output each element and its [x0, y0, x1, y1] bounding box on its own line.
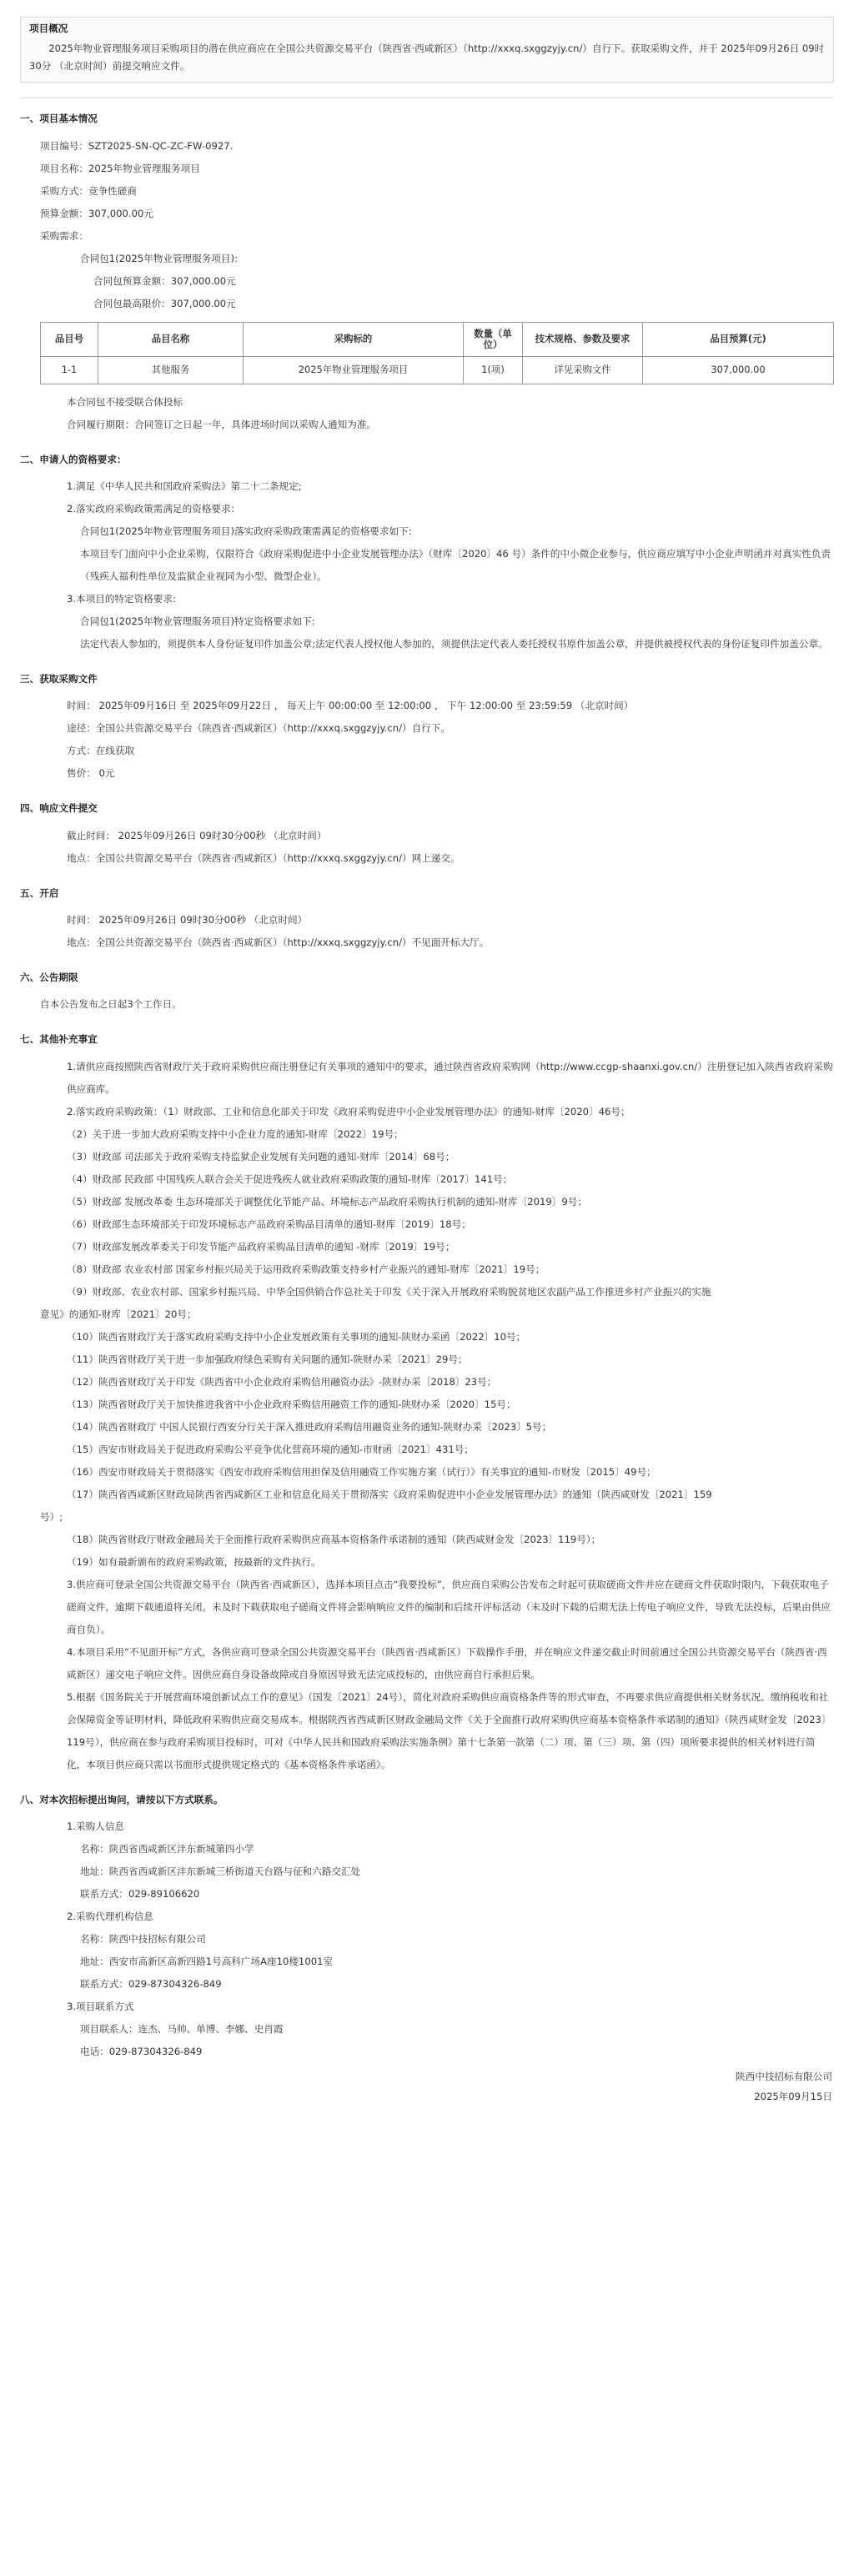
table-cell: 其他服务	[98, 356, 244, 384]
get-docs-price: 售价： 0元	[67, 767, 115, 780]
project-name: 项目名称：2025年物业管理服务项目	[40, 162, 200, 174]
other-paragraph: 3.供应商可登录全国公共资源交易平台（陕西省·西咸新区），选择本项目点击“我要投标”，供应商自采购公告发布之时起可获取磋商文件并应在磋商文件获取时限内，下载获取电子磋商文件，逾期下载通道将关闭。未及时下载获取电子磋商文件将会影响响应文件的编制和后续开评标活动（未及时下载的后期无法上传电子响应文件，导致无法投标，后果由供应商自负）。	[67, 1578, 831, 1635]
policy-item: （15）西安市财政局关于促进政府采购公平竞争优化营商环境的通知-市财函〔2021〕431号；	[67, 1443, 474, 1455]
column-header: 品目预算(元)	[643, 322, 834, 356]
section-title: 八、对本次招标提出询问，请按以下方式联系。	[20, 1793, 224, 1805]
get-docs-place: 途径：全国公共资源交易平台（陕西省·西咸新区）（http://xxxq.sxggzyjy.cn/）自行下。	[67, 722, 450, 735]
overview-title: 项目概况	[29, 23, 68, 34]
policy-item: 意见》的通知-财库〔2021〕20号；	[40, 1308, 197, 1320]
no-consortium-note: 本合同包不接受联合体投标	[67, 395, 183, 408]
policy-item: （11）陕西省财政厅关于进一步加强政府绿色采购有关问题的通知-陕财办采〔2021〕29号；	[67, 1353, 468, 1365]
lot-title: 合同包1(2025年物业管理服务项目):	[80, 252, 238, 264]
signature-block	[20, 2066, 834, 2106]
policy-item: （4）财政部 民政部 中国残疾人联合会关于促进残疾人就业政府采购政策的通知-财库〔2017〕141号；	[67, 1173, 513, 1185]
contact-heading: 2.采购代理机构信息	[67, 1910, 153, 1922]
section-basic-info	[20, 113, 834, 435]
contract-term: 合同履行期限：合同签订之日起一年，具体进场时间以采购人通知为准。	[67, 418, 377, 430]
policy-item: （2）关于进一步加大政府采购支持中小企业力度的通知-财库〔2022〕19号；	[67, 1127, 404, 1140]
agency-phone: 联系方式：029-87304326-849	[80, 1977, 222, 1990]
agency-name: 名称：陕西中技招标有限公司	[80, 1932, 206, 1945]
opening-place: 地点：全国公共资源交易平台（陕西省·西咸新区）（http://xxxq.sxggzyjy.cn/）不见面开标大厅。	[67, 936, 490, 948]
policy-item: （10）陕西省财政厅关于落实政府采购支持中小企业发展政策有关事项的通知-陕财办采函〔2022〕10号；	[67, 1330, 526, 1343]
procurement-need: 采购需求：	[40, 229, 88, 242]
lot-max-price: 合同包最高限价：307,000.00元	[93, 297, 236, 309]
table-cell: 1(项)	[464, 356, 523, 384]
project-number: 项目编号：SZT2025-SN-QC-ZC-FW-0927.	[40, 139, 234, 152]
section-title: 七、其他补充事宜	[20, 1033, 98, 1046]
column-header: 技术规格、参数及要求	[523, 322, 643, 356]
policy-item: （5）财政部 发展改革委 生态环境部关于调整优化节能产品、环境标志产品政府采购执行机制的通知-财库〔2019〕9号；	[67, 1195, 587, 1208]
purchaser-name: 名称：陕西省西咸新区沣东新城第四小学	[80, 1842, 254, 1855]
get-docs-way: 方式：在线获取	[67, 745, 135, 757]
section-qualification	[20, 454, 834, 655]
other-paragraph: 5.根据《国务院关于开展营商环境创新试点工作的意见》（国发〔2021〕24号），简化对政府采购供应商资格条件等的形式审查，不再要求供应商提供相关财务状况、缴纳税收和社会保障资金等证明材料，降低政府采购供应商交易成本。根据陕西省西咸新区财政金融局文件《关于全面推行政府采购供应商基本资格条件承诺制的通知》（陕西咸财金发〔2023〕119号），供应商在参与政府采购项目投标时，可对《中华人民共和国政府采购法实施条例》第十七条第一款第（二）项、第（三）项、第（四）项所要求提供的相关材料进行简化，本项目供应商只需以书面形式提供规定格式的《基本资格条件承诺函》。	[67, 1690, 831, 1770]
items-table	[40, 322, 834, 384]
section-submission	[20, 803, 834, 869]
opening-time: 时间： 2025年09月26日 09时30分00秒 （北京时间）	[67, 913, 308, 926]
submission-place: 地点：全国公共资源交易平台（陕西省·西咸新区）（http://xxxq.sxggzyjy.cn/）网上递交。	[67, 851, 460, 864]
other-paragraph: 1.请供应商按照陕西省财政厅关于政府采购供应商注册登记有关事项的通知中的要求，通过陕西省政府采购网（http://www.ccgp-shaanxi.gov.cn/）注册登记加入陕西省政府采购供应商库。	[67, 1060, 833, 1095]
policy-item: （6）财政部生态环境部关于印发环境标志产品政府采购品目清单的通知-财库〔2019〕18号；	[67, 1218, 471, 1230]
section-title: 二、申请人的资格要求：	[20, 453, 127, 465]
section-title: 四、响应文件提交	[20, 802, 98, 815]
agency-address: 地址：西安市高新区高新四路1号高科广场A座10楼1001室	[80, 1955, 334, 1967]
overview-text: 2025年物业管理服务项目采购项目的潜在供应商应在全国公共资源交易平台（陕西省·西咸新区）（http://xxxq.sxggzyjy.cn/）自行下。获取采购文件，并于 2025年09月26日 09时30分 （北京时间）前提交响应文件。	[29, 43, 825, 73]
column-header: 采购标的	[244, 322, 464, 356]
notice-period-text: 自本公告发布之日起3个工作日。	[40, 998, 182, 1011]
contact-heading: 3.项目联系方式	[67, 2000, 134, 2012]
section-get-documents	[20, 674, 834, 785]
policy-item: （19）如有最新颁布的政府采购政策，按最新的文件执行。	[67, 1555, 321, 1568]
policy-item: （17）陕西省西咸新区财政局陕西省西咸新区工业和信息化局关于贯彻落实《政府采购促进中小企业发展管理办法》的通知（陕西咸财发〔2021〕159	[67, 1488, 712, 1500]
policy-item: （9）财政部、农业农村部、国家乡村振兴局、中华全国供销合作总社关于印发《关于深入开展政府采购脱贫地区农副产品工作推进乡村产业振兴的实施	[67, 1285, 711, 1298]
table-row	[41, 356, 834, 384]
signature-company: 陕西中技招标有限公司	[736, 2070, 832, 2082]
qualification-line: 3.本项目的特定资格要求:	[67, 592, 176, 605]
policy-item: （14）陕西省财政厅 中国人民银行西安分行关于深入推进政府采购信用融资业务的通知-陕财办采〔2023〕5号；	[67, 1420, 552, 1433]
policy-item: 号）;	[40, 1510, 63, 1523]
other-paragraph: 2.落实政府采购政策：（1）财政部、工业和信息化部关于印发《政府采购促进中小企业发展管理办法》的通知-财库〔2020〕46号；	[67, 1105, 630, 1117]
policy-item: （16）西安市财政局关于贯彻落实《西安市政府采购信用担保及信用融资工作实施方案（试行）》有关事宜的通知-市财发〔2015〕49号；	[67, 1465, 656, 1478]
section-title: 一、项目基本情况	[20, 113, 98, 125]
table-cell: 1-1	[41, 356, 98, 384]
qualification-line: 合同包1(2025年物业管理服务项目)特定资格要求如下:	[80, 615, 315, 627]
table-cell: 307,000.00	[643, 356, 834, 384]
section-contact	[20, 1795, 834, 2063]
table-cell: 详见采购文件	[523, 356, 643, 384]
column-header: 品目名称	[98, 322, 244, 356]
procurement-method: 采购方式：竞争性磋商	[40, 184, 137, 197]
policy-item: （13）陕西省财政厅关于加快推进我省中小企业政府采购信用融资工作的通知-陕财办采〔2020〕15号；	[67, 1398, 516, 1410]
policy-item: （8）财政部 农业农村部 国家乡村振兴局关于运用政府采购政策支持乡村产业振兴的通知-财库〔2021〕19号；	[67, 1263, 545, 1275]
other-paragraph: 4.本项目采用“不见面开标”方式，各供应商可登录全国公共资源交易平台（陕西省·西咸新区）下载操作手册，并在响应文件递交截止时间前通过全国公共资源交易平台（陕西省·西咸新区）递交电子响应文件。因供应商自身设备故障或自身原因导致无法完成投标的，由供应商自行承担后果。	[67, 1645, 827, 1680]
qualification-line: 1.满足《中华人民共和国政府采购法》第二十二条规定;	[67, 480, 302, 492]
policy-item: （12）陕西省财政厅关于印发《陕西省中小企业政府采购信用融资办法》-陕财办采〔2018〕23号；	[67, 1375, 497, 1388]
policy-item: （18）陕西省财政厅财政金融局关于全面推行政府采购供应商基本资格条件承诺制的通知（陕西咸财金发〔2023〕119号）；	[67, 1533, 601, 1545]
purchaser-address: 地址：陕西省西咸新区沣东新城三桥街道天台路与征和六路交汇处	[80, 1865, 361, 1877]
signature-date: 2025年09月15日	[754, 2090, 832, 2102]
table-cell: 2025年物业管理服务项目	[244, 356, 464, 384]
project-overview-box	[20, 17, 834, 83]
section-notice-period	[20, 972, 834, 1016]
policy-item: （3）财政部 司法部关于政府采购支持监狱企业发展有关问题的通知-财库〔2014〕68号；	[67, 1150, 455, 1162]
qualification-paragraph: 法定代表人参加的，须提供本人身份证复印件加盖公章;法定代表人授权他人参加的，须提供法定代表人委托授权书原件加盖公章，并提供被授权代表的身份证复印件加盖公章。	[80, 637, 828, 650]
project-phone: 电话：029-87304326-849	[80, 2045, 203, 2057]
qualification-line: 合同包1(2025年物业管理服务项目)落实政府采购政策需满足的资格要求如下:	[80, 525, 412, 537]
section-title: 六、公告期限	[20, 971, 78, 983]
column-header: 品目号	[41, 322, 98, 356]
qualification-line: 2.落实政府采购政策需满足的资格要求：	[67, 502, 241, 515]
policy-item: （7）财政部发展改革委关于印发节能产品政府采购品目清单的通知 -财库〔2019〕19号；	[67, 1240, 455, 1253]
submission-deadline: 截止时间： 2025年09月26日 09时30分00秒 （北京时间）	[67, 829, 327, 841]
project-contacts: 项目联系人：连杰、马帅、单博、李娜、史肖霞	[80, 2022, 284, 2035]
purchaser-phone: 联系方式：029-89106620	[80, 1887, 200, 1900]
column-header: 数量（单位）	[464, 322, 523, 356]
lot-budget: 合同包预算金额：307,000.00元	[93, 274, 236, 287]
qualification-paragraph: 本项目专门面向中小企业采购，仅限符合《政府采购促进中小企业发展管理办法》（财库〔2020〕46 号）条件的中小微企业参与，供应商应填写中小企业声明函并对真实性负责（残疾人福利性单位及监狱企业视同为小型、微型企业）。	[80, 547, 831, 582]
section-title: 三、获取采购文件	[20, 672, 98, 685]
get-docs-time: 时间： 2025年09月16日 至 2025年09月22日 ， 每天上午 00:00:00 至 12:00:00 ， 下午 12:00:00 至 23:59:59 （北京时间）	[67, 700, 634, 712]
section-opening	[20, 888, 834, 954]
section-other	[20, 1034, 834, 1775]
table-header-row	[41, 322, 834, 356]
section-title: 五、开启	[20, 886, 59, 899]
contact-heading: 1.采购人信息	[67, 1820, 125, 1832]
budget-amount: 预算金额：307,000.00元	[40, 207, 153, 219]
